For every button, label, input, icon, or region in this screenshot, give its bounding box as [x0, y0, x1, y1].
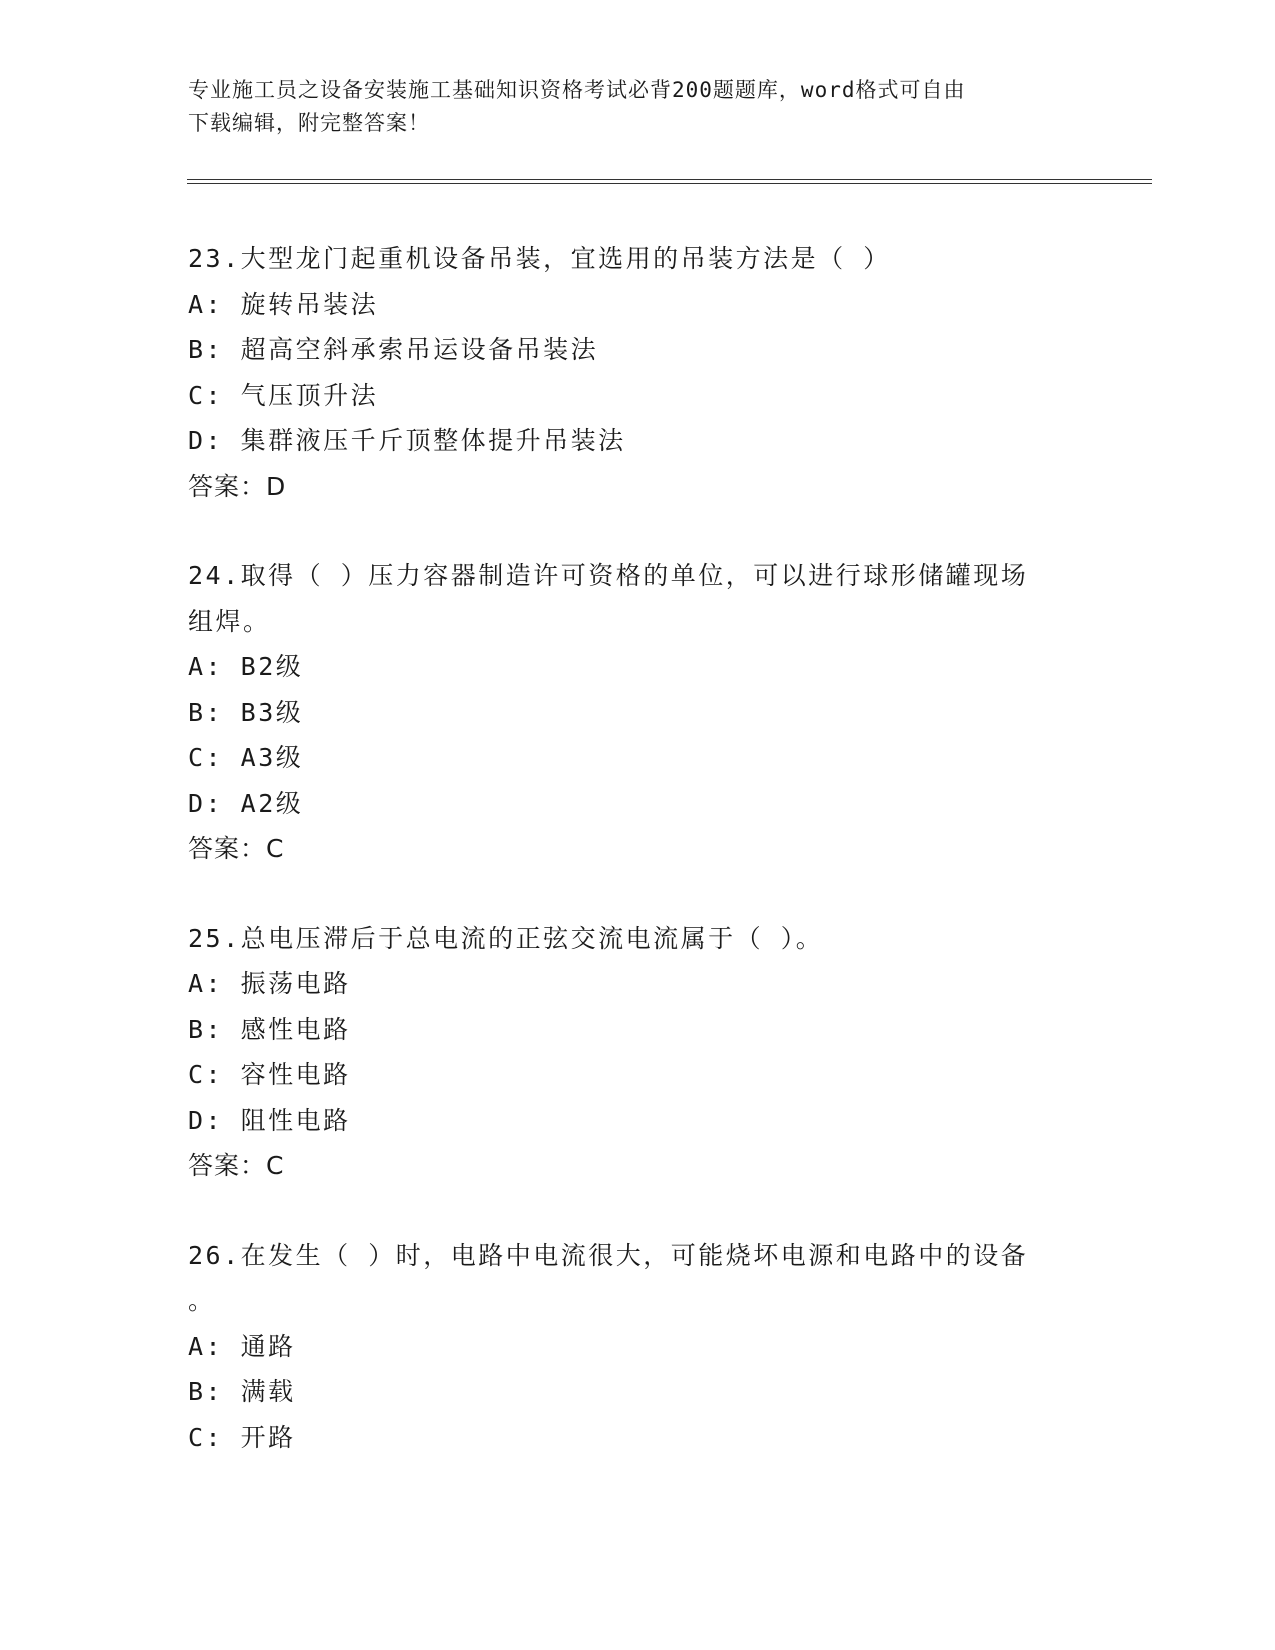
question-stem: 23.大型龙门起重机设备吊装，宜选用的吊装方法是（ ） — [188, 244, 891, 273]
option-a: A: 振荡电路 — [188, 969, 351, 998]
question-24 — [188, 553, 1088, 872]
option-d: D: 阻性电路 — [188, 1105, 351, 1135]
option-a: A: 通路 — [188, 1331, 296, 1361]
answer-label: 答案：C — [188, 1151, 285, 1180]
answer-label: 答案：C — [188, 834, 285, 863]
option-b: B: 满载 — [188, 1377, 296, 1406]
option-c: C: A3级 — [188, 743, 304, 772]
option-a: A: 旋转吊装法 — [188, 289, 379, 319]
question-25 — [188, 916, 1088, 1189]
question-stem: 26.在发生（ ）时，电路中电流很大，可能烧坏电源和电路中的设备 — [188, 1240, 1029, 1270]
option-c: C: 容性电路 — [188, 1060, 351, 1089]
answer-label: 答案：D — [188, 471, 287, 501]
question-23 — [188, 236, 1088, 509]
header-title-line-2: 下载编辑，附完整答案！ — [188, 111, 430, 135]
option-c: C: 开路 — [188, 1422, 296, 1452]
question-26 — [188, 1233, 1088, 1461]
option-d: D: A2级 — [188, 788, 304, 818]
question-stem-continuation: 。 — [188, 1286, 216, 1315]
header-divider-bottom — [187, 183, 1152, 184]
option-b: B: 感性电路 — [188, 1014, 351, 1044]
option-c: C: 气压顶升法 — [188, 380, 379, 410]
option-b: B: B3级 — [188, 697, 304, 727]
document-header — [188, 74, 1088, 140]
question-stem: 25.总电压滞后于总电流的正弦交流电流属于（ ）。 — [188, 923, 824, 953]
option-b: B: 超高空斜承索吊运设备吊装法 — [188, 335, 599, 364]
option-a: A: B2级 — [188, 652, 304, 681]
header-title-line-1: 专业施工员之设备安装施工基础知识资格考试必背200题题库，word格式可自由 — [188, 78, 966, 102]
question-stem: 24.取得（ ）压力容器制造许可资格的单位，可以进行球形储罐现场 — [188, 561, 1029, 590]
question-stem-continuation: 组焊。 — [188, 606, 271, 636]
question-list — [188, 236, 1088, 1504]
header-divider-top — [187, 179, 1152, 180]
option-d: D: 集群液压千斤顶整体提升吊装法 — [188, 426, 626, 455]
